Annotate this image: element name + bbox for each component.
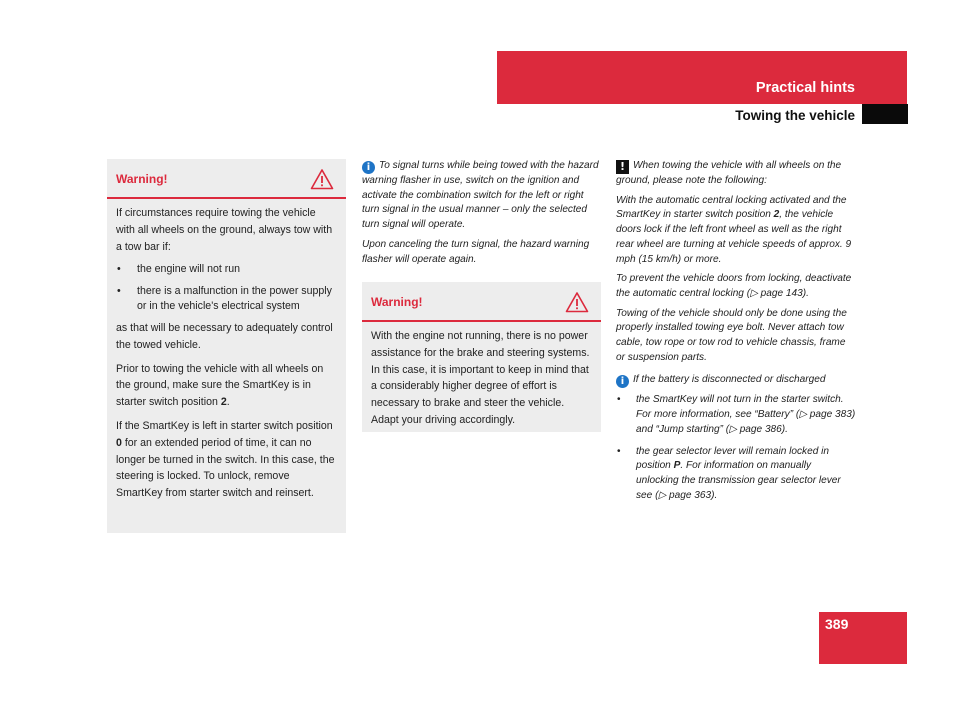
warning-label: Warning! xyxy=(116,172,168,186)
switch-position: 0 xyxy=(116,436,122,449)
switch-position: 2 xyxy=(220,396,227,409)
warning-para-steering-lock xyxy=(116,418,337,502)
warning-triangle-icon xyxy=(565,291,589,313)
subheader-bar xyxy=(862,104,908,124)
text-run: , the vehicle doors lock if the left front wheel as well as the right rear wheel are turning at vehicle speeds of approx. 9 mph (15 km/h) or more. xyxy=(616,209,852,265)
text-run: With the automatic central locking activated and the SmartKey in starter switch position xyxy=(616,194,847,221)
para-deactivate-locking: To prevent the vehicle doors from locking, deactivate the automatic central locking (▷ page 143). xyxy=(616,273,852,299)
switch-position: 2 xyxy=(773,209,780,221)
text-run: To signal turns while being towed with the hazard warning flasher in use, switch on the ignition and activate the combination switch for the left or right turn signal in the usual manner – only the selected turn signal will operate. xyxy=(362,160,599,231)
info-icon: i xyxy=(362,161,375,174)
info-note-turn-signal xyxy=(362,159,602,233)
text-run: If the battery is disconnected or discharged xyxy=(633,374,826,386)
warning-para-smartkey xyxy=(116,361,337,411)
battery-bullet-list xyxy=(616,393,856,503)
page-number: 389 xyxy=(825,616,849,632)
warning-body xyxy=(107,199,346,517)
info-note-battery xyxy=(616,373,856,388)
warning-box-towing xyxy=(107,159,346,533)
warning-triangle-icon xyxy=(310,168,334,190)
notice-towing xyxy=(616,159,856,189)
gear-position: P xyxy=(673,460,681,472)
warning-header xyxy=(107,159,346,199)
para-towing-eye-bolt: Towing of the vehicle should only be done using the properly installed towing eye bolt. Never attach tow cable, tow rope or tow rod to vehicle chassis, frame or suspension parts. xyxy=(616,307,847,363)
list-item: • the engine will not run xyxy=(116,262,337,277)
text-run: When towing the vehicle with all wheels on the ground, please note the following: xyxy=(616,160,842,186)
right-column xyxy=(616,159,856,510)
warning-text: With the engine not running, there is no power assistance for the brake and steering systems. In this case, it is important to keep in mind that a considerably higher degree of effort is necessary to brake and steer the vehicle. Adapt your driving accordingly. xyxy=(371,330,590,426)
list-item xyxy=(616,445,856,504)
list-item: • there is a malfunction in the power supply or in the vehicle's electrical system xyxy=(116,284,337,314)
info-note-continued: Upon canceling the turn signal, the hazard warning flasher will operate again. xyxy=(362,238,590,265)
text-run: the gear selector lever will remain locked in position xyxy=(636,445,829,472)
middle-column xyxy=(362,159,602,272)
list-item: • the SmartKey will not turn in the starter switch. For more information, see “Battery” (▷ page 383) and “Jump starting” (▷ page 386). xyxy=(616,393,856,437)
warning-body xyxy=(362,322,601,444)
text-run: If the SmartKey is left in starter switch position xyxy=(116,419,333,432)
warning-after-bullets: as that will be necessary to adequately control the towed vehicle. xyxy=(116,322,333,351)
warning-intro: If circumstances require towing the vehicle with all wheels on the ground, always tow with a tow bar if: xyxy=(116,207,333,253)
text-run: Prior to towing the vehicle with all wheels on the ground, make sure the SmartKey is in starter switch position xyxy=(116,362,324,409)
exclamation-icon: ! xyxy=(616,160,629,174)
para-central-locking xyxy=(616,194,856,268)
text-run: . xyxy=(226,396,230,409)
warning-label: Warning! xyxy=(371,295,423,309)
text-run: for an extended period of time, it can no longer be turned in the switch. In this case, the steering is locked. To unlock, remove SmartKey from starter switch and reinsert. xyxy=(116,436,335,500)
page-number-box xyxy=(819,612,907,664)
info-icon: i xyxy=(616,375,629,388)
warning-bullet-list xyxy=(116,262,337,314)
header-band xyxy=(497,51,907,104)
text-run: . For information on manually unlocking the transmission gear selector lever see (▷ page 363). xyxy=(636,460,841,501)
page-subtitle: Towing the vehicle xyxy=(735,108,855,123)
section-title: Practical hints xyxy=(755,80,855,96)
warning-box-brakes xyxy=(362,282,601,432)
warning-header xyxy=(362,282,601,322)
